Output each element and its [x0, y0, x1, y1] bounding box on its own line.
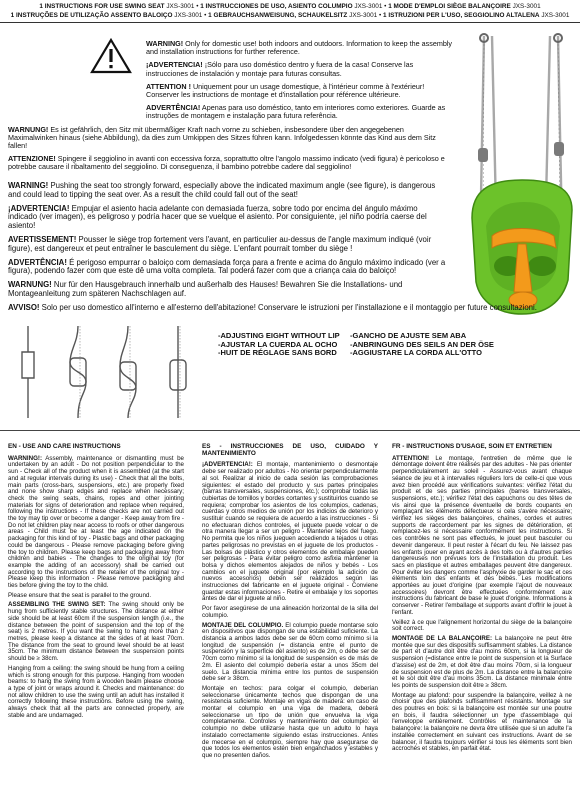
adjuster-label: -ADJUSTING EIGHT WITHOUT LIP	[218, 331, 340, 340]
section-divider	[0, 430, 580, 431]
adjuster-label: -AJUSTAR LA CUERDA AL OCHO	[218, 339, 338, 349]
adjuster-label: -AGGIUSTARE LA CORDA ALL'OTTO	[350, 348, 482, 358]
warning-es-mid: ¡ADVERTENCIA! Empujar el asiento hacia adelante con demasiada fuerza, sobre todo por encima del ángulo máximo indicado (ver imagen), es peligroso y podría hacer que se vuelque el asiento. Por consiguiente, ¡el niño podría caerse del asiento!	[8, 203, 427, 231]
adjuster-labels-right	[350, 332, 494, 358]
paragraph: ATTENTION! Le montage, l'entretien de même que le démontage doivent être réalisés par des adultes - Ne pas orienter perpendiculairement au soleil - Assurez-vous avant chaque séance de jeu et à intervalles réguliers lors de celle-ci que vous avez bien procédé aux vérifications suivantes: vérifiez l'état du produit et de ses parties principales (barres transversales, suspensions, etc.); vérifiez l'état des capuchons ou des têtes de vis ainsi que la présence éventuelle de bords coupants en remplaçant les éléments défectueux si cela s'avère nécessaire; vérifiez les sièges des balançoires, chaînes, cordes et autres supports de raccordement par les signes de détérioration, et remplacez-les si nécessaire conformément les instructions. Si ces contrôles ne sont pas effectués, le jouet peut basculer ou devenir dangereux. Il peut rester à l'écart du feu. Ne laissez pas les enfants jouer en ayant accès à des toits ou à d'autres parties dangereuses non prévues lors de l'installation du produit. Les sacs en plastique et autres emballages peuvent être dangereux. Pour éviter les dangers comme l'asphyxie de garder le sac et ces éléments loin des enfants et des bébés. Les modifications apportées au jouet d'origine (par exemple l'ajout de nouveaux accessoires) devront être effectuées conformément aux instructions du fabricant de base le jouet d'origine. Informations à conserver - Retirer l'emballage et supports avant d'offrir le jouet à l'enfant.	[392, 454, 572, 616]
header-code: JXS-3001 •	[164, 3, 201, 10]
column-en	[8, 444, 184, 722]
header-line-2	[0, 12, 580, 20]
rope-step-1	[22, 326, 34, 418]
warning-it-top: ATTENZIONE! Spingere il seggiolino in avanti con eccessiva forza, soprattutto oltre l'angolo massimo indicato (vedi figura) è pericoloso e potrebbe causare il ribaltamento del seggiolino. Di conseguenza, il bambino potrebbe cadere dal seggiolino!	[8, 154, 445, 172]
section-title: ES - INSTRUCCIONES DE USO, CUIDADO Y MANTENIMIENTO	[202, 443, 378, 457]
section-title: EN - USE AND CARE INSTRUCTIONS	[8, 443, 121, 450]
warning-it-mid: AVVISO! Solo per uso domestico all'interno e all'esterno dell'abitazione! Conservare le istruzioni per l'installazione e il montaggio per future consultazioni.	[8, 302, 537, 312]
paragraph: Por favor asegúrese de una alineación horizontal de la silla del columpio.	[202, 605, 378, 619]
column-fr	[392, 444, 572, 756]
header-code: JXS-3001 •	[352, 3, 389, 10]
header-rule	[0, 22, 580, 23]
rope-adjusting-illustrations	[8, 322, 218, 422]
warning-en-mid: WARNING! Pushing the seat too strongly forward, especially above the indicated maximum angle (see figure), is dangerous and could lead to tipping the seat over. As a result the child could fall out of the seat!	[8, 181, 436, 199]
section-title: FR - INSTRUCTIONS D'USAGE, SOIN ET ENTRETIEN	[392, 443, 552, 450]
warning-pt-top: ADVERTÊNCIA! Apenas para uso doméstico, tanto em interiores como exteriores. Guarde as instruções de montagem e instalação para futura referência.	[146, 103, 446, 121]
adjuster-label: -HUIT DE RÉGLAGE SANS BORD	[218, 348, 337, 358]
paragraph: Montaje en techos: para colgar el columpio, deberían seleccionarse únicamente techos que dispongan de una resistencia suficiente. Montaje en vigas de madera: en caso de montar el columpio en una viga de madera, deberá seleccionarse un tipo de unión que envuelva la viga completamente. Controles y mantenimiento del columpio: el columpio no debe utilizarse hasta que un adulto lo haya instalado correctamente siguiendo estas instrucciones. Antes de mecerse en el columpio, siempre hay que asegurarse de que todos los elementos estén bien enganchados y estables y que no presenten daños.	[202, 684, 378, 759]
warning-de-top: WARNUNG! Es ist gefährlich, den Sitz mit übermäßiger Kraft nach vorne zu schieben, insbesondere über den angegebenen Maximalwinken hinaus (siehe Abbildung), da dies zum Umkippen des Sitzes führen kann. Infolgedessen könnte das Kind aus dem Sitz fallen!	[8, 124, 436, 151]
warning-en-top: WARNING! Only for domestic use! both indoors and outdoors. Information to keep the assembly and installation instructions for further reference.	[146, 39, 453, 57]
paragraph: MONTAGE DE LA BALANÇOIRE: La balançoire ne peut être montée que sur des dispositifs suffisamment stables. La distance de part et d'autre doit être d'au moins 60cm, si la longueur de suspension (=distance entre le point de suspension et la Surface d'assise) est de 2m, et doit être d'au moins 70cm, si la longueur de suspension est de plus de 2m. La distance entre la balançoire et le sol doit être d'au moins 35cm. La distance minimale entre les points de suspension doit être ≥ 38cm.	[392, 634, 572, 689]
header-code: JXS-3001	[510, 3, 541, 10]
adjuster-label: -GANCHO DE AJUSTE SEM ABA	[350, 331, 467, 340]
paragraph: WARNING!: Assembly, maintenance or dismantling must be undertaken by an adult - Do not position perpendicular to the sun - Check all of the product when it is assembled (at the start and at regular intervals during its use) - Check that all the bolts, main parts (cross-bars, suspensions, etc.) are properly fixed and none show sharp edges and replace when necessary; check the swing seats, chains, ropes and other jointing materials for signs of deterioration and replace when required, following the instructions - If these checks are not carried out the toy may tip over or become a danger - Keep away from fire - Do not let children play near access to roofs or other dangerous areas - Child must be at least the age indicated on the packaging for this kind of toy - Plastic bags and other packaging could be dangerous - Please remove packaging before giving the toy to children. Please keep bags and packaging away from children and babies - The changes to the original toy (for example the adding of an accessory) shall be carried out according to the instructions of the retailer of the original toy - Please keep this information - Please remove packaging and ties before giving the toy to the child.	[8, 454, 184, 590]
header-title-fr: 1 MODE D'EMPLOI SIÈGE BALANÇOIRE	[388, 3, 511, 10]
warning-fr-mid: AVERTISSEMENT! Pousser le siège trop fortement vers l'avant, en particulier au-dessus de l'angle maximum indiqué (voir figure), est dangereux et peut entraîner le basculement du siège. L'enfant pourrait tomber du siège !	[8, 234, 432, 253]
warning-fr-top: ATTENTION ! Uniquement pour un usage domestique, à l'intérieur comme à l'extérieur! Conserver les instructions de montage et d'installation pour référence ultérieure.	[146, 81, 425, 100]
header-title-de: 1 GEBRAUCHSANWEISUNG, SCHAUKELSITZ	[208, 12, 348, 19]
paragraph: Veillez à ce que l'alignement horizontal du siège de la balançoire soit correct.	[392, 618, 572, 633]
header-code: JXS-3001 •	[347, 12, 383, 19]
paragraph: Please ensure that the seat is parallel to the ground.	[8, 591, 152, 599]
warning-es-top: ¡ADVERTENCIA! ¡Sólo para uso doméstico dentro y fuera de la casa! Conserve las instrucciones de instalación y montaje para futuras consultas.	[146, 60, 414, 78]
header-code: JXS-3001 •	[172, 12, 209, 19]
header-line-1	[0, 3, 580, 11]
header-title-it: 1 ISTRUZIONI PER L'USO, SEGGIOLINO ALTALENA	[382, 12, 540, 19]
warning-pt-mid: ADVERTÊNCIA! É perigoso empurrar o baloiço com demasiada força para a frente e acima do ângulo máximo indicado (ver a figura), podendo fazer com que este dê uma volta completa. Tal poderá fazer com que a criança caia do baloiço!	[8, 257, 446, 276]
header-code: JXS-3001	[539, 12, 570, 19]
rope-step-3	[120, 326, 136, 418]
header-title-en: 1 INSTRUCTIONS FOR USE SWING SEAT	[39, 3, 165, 10]
column-es	[202, 444, 378, 763]
paragraph: MONTAJE DEL COLUMPIO. El columpio puede montarse solo en dispositivos que dispongan de una estabilidad suficiente. La distancia a ambos lados debe ser de 60cm como mínimo si la longitud de suspensión (= distancia entre el punto de suspensión y la superficie del asiento) es de 2m, o debe ser de 70cm como mínimo si la longitud de suspensión es de más de 2m. El asiento del columpio debería estar a unos 35cm del suelo. La distancia mínima entre los puntos de suspensión debe ser ≥ 38cm.	[202, 621, 378, 683]
header-title-pt: 1 INSTRUÇÕES DE UTILIZAÇÃO ASSENTO BALOIÇO	[10, 12, 173, 19]
adjuster-labels-left	[218, 332, 340, 358]
paragraph: Montage au plafond: pour suspendre la balançoire, veillez à ne choisir que des plafonds suffisamment résistants. Montage sur des poutres en bois: si la balançoire est montée sur une poutre en bois, il faudra sélectionner un type d'assemblage qui l'enveloppe entièrement. Contrôles et maintenance de la balançoire: la balançoire ne devra être utilisée que si un adulte l'a installée correctement en suivant ces instructions. Avant de se balancer, il faudra toujours vérifier si tous les éléments sont bien accrochés et stables, en parfait état.	[392, 691, 572, 753]
paragraph: Hanging from a ceiling: the swing should be hung from a ceiling which is strong enough for this purpose. Hanging from wooden beams: to hang the swing from a wooden beam please choose a type of joint or wraps around it. Checks and maintenance: do not allow children to use the swing until an adult has installed it correctly following these instructions. Before using the swing, always check that all the parts are connected properly, are stable and are undamaged.	[8, 664, 184, 719]
adjuster-label: -ANBRINGUNG DES SEILS AN DER ÖSE	[350, 339, 494, 349]
rope-adjuster	[554, 142, 564, 156]
warning-de-mid: WARNUNG! Nur für den Hausgebrauch innerhalb und außerhalb des Hauses! Bewahren Sie die Installations- und Montageanleitung zum späteren Nachschlagen auf.	[8, 280, 403, 298]
paragraph: ASSEMBLING THE SWING SET: The swing should only be hung from sufficiently stable structures. The distance at either side should be at least 60cm if the suspension length (i.e., the distance between the point of suspension and the top of the seat) is 2 metres. If you want the swing to hang more than 2 metres, please keep a distance at the sides of at least 70cm. The distance from the seat to ground level should be at least 35cm. The minimum distance between the suspension points should be ≥ 38cm.	[8, 601, 184, 663]
header-title-es: 1 INSTRUCCIONES DE USO, ASIENTO COLUMPIO	[200, 3, 353, 10]
rope-adjuster	[478, 148, 488, 162]
warnings-mid	[0, 182, 580, 318]
paragraph: ¡ADVERTENCIA!: El montaje, mantenimiento o desmontaje debe ser realizado por adultos - No orientar perpendicularmente al sol. Realizar al inicio de cada sesión las comprobaciones siguientes: el estado del producto y sus partes principales (barras transversales, suspensiones, etc.); comprobar todas las cubiertas de tornillos y bordes cortantes y sustituirlos cuando se requiera; comprobar los asientos de los columpios, cadenas, cuerdas y otros medios de unión por los indicios de deterioro y sustituir cuando se requiera de acuerdo a las instrucciones - Si no efectuaran dichos controles, el juguete puede volcar o de otra manera llegar a ser un peligro - Mantener lejos del fuego. No permita que los niños jueguen accediendo a tejados u otras partes peligrosas no previstas en el juguete de los productos - Las bolsas de plástico y otros elementos de embalaje pueden ser peligrosas - Para evitar peligro como asfixia mantener la bolsa y dichos elementos alejados de niños y bebés - Los cambios en el juguete original (por ejemplo la adición de nuevos accesorios) deben ser realizados según las instrucciones del fabricante en el juguete original - Conviene guardar estas informaciones - Retire el embalaje y los soportes antes de dar el juguete al niño.	[202, 461, 378, 603]
